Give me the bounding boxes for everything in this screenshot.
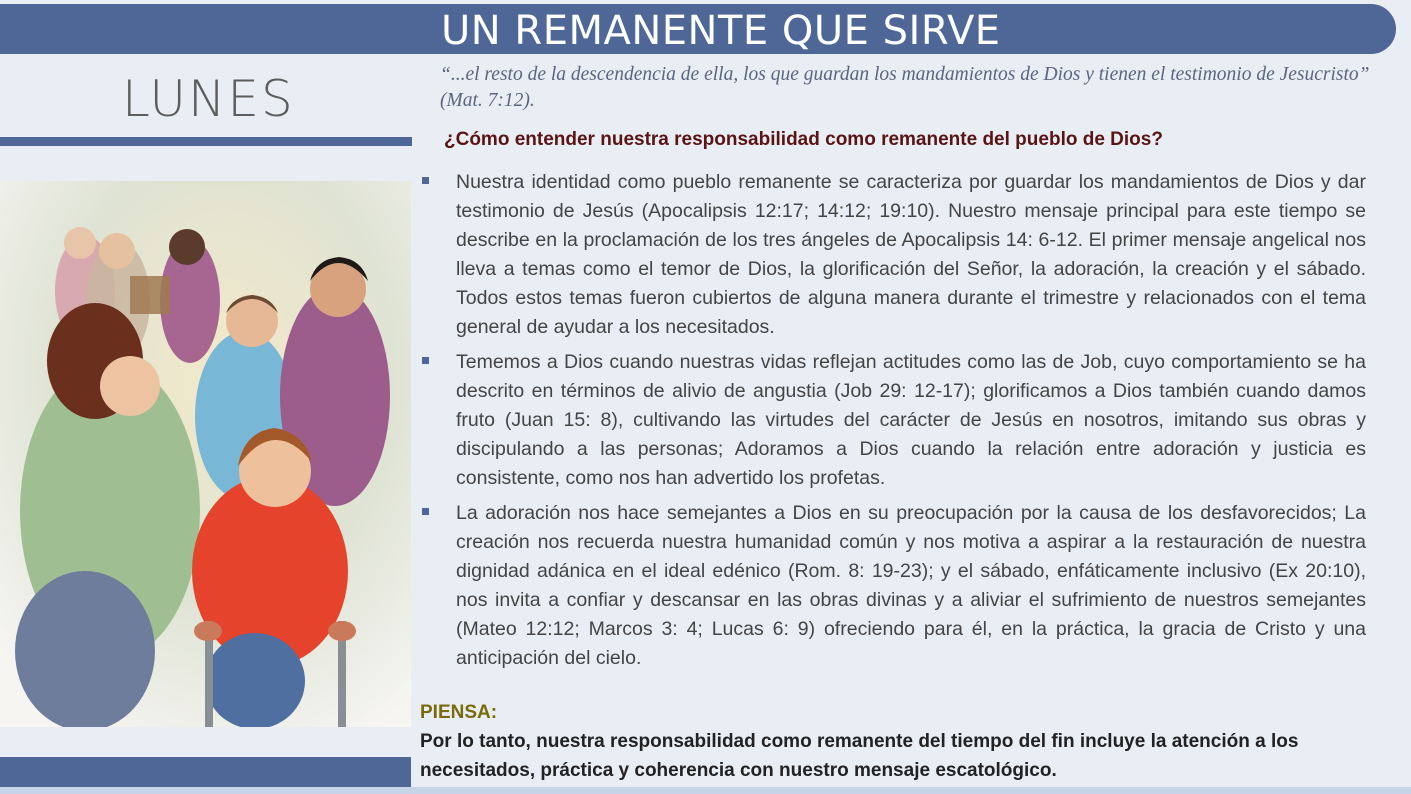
day-label: LUNES: [122, 70, 295, 128]
bullet-text: Nuestra identidad como pueblo remanente se caracteriza por guardar los mandamientos de Dios y dar testimonio de Jesús (Apocalipsis 12:17; 14:12; 19:10). Nuestro mensaje principal para este tiempo se describe en la proclamación de los tres ángeles de Apocalipsis 14: 6-12. El primer mensaje angelical nos lleva a temas como el temor de Dios, la glorificación del Señor, la adoración, la creación y el sábado. Todos estos temas fueron cubiertos de alguna manera durante el trimestre y relacionados con el tema general de ayudar a los necesitados.: [456, 171, 1366, 338]
list-item: [418, 168, 1366, 342]
bullet-text: Tememos a Dios cuando nuestras vidas reflejan actitudes como las de Job, cuyo comportamiento se ha descrito en términos de alivio de angustia (Job 29: 12-17); glorificamos a Dios también cuando damos fruto (Juan 15: 8), cultivando las virtudes del carácter de Jesús en nosotros, imitando sus obras y discipulando a las personas; Adoramos a Dios cuando la relación entre adoración y justicia es consistente, como nos han advertido los profetas.: [456, 351, 1366, 489]
square-bullet-icon: [422, 508, 429, 515]
list-item: [418, 499, 1366, 673]
think-label: PIENSA:: [420, 702, 498, 723]
think-text: Por lo tanto, nuestra responsabilidad como remanente del tiempo del fin incluye la atención a los necesitados, práctica y coherencia con nuestro mensaje escatológico.: [420, 731, 1299, 781]
family-helping-child-illustration: [0, 181, 411, 727]
bullet-list: [418, 168, 1366, 679]
lesson-question: ¿Cómo entender nuestra responsabilidad como remanente del pueblo de Dios?: [444, 129, 1163, 150]
slide-title: UN REMANENTE QUE SIRVE: [441, 8, 1001, 54]
bullet-text: La adoración nos hace semejantes a Dios en su preocupación por la causa de los desfavorecidos; La creación nos recuerda nuestra humanidad común y nos motiva a aspirar a la restauración de nuestra dignidad adánica en el ideal edénico (Rom. 8: 19-23); y el sábado, enfáticamente inclusivo (Ex 20:10), nos invita a confiar y descansar en las obras divinas y a aliviar el sufrimiento de nuestros semejantes (Mateo 12:12; Marcos 3: 4; Lucas 6: 9) ofreciendo para él, en la práctica, la gracia de Cristo y una anticipación del cielo.: [456, 502, 1366, 669]
bottom-bar: [0, 757, 411, 787]
list-item: [418, 348, 1366, 493]
square-bullet-icon: [422, 357, 429, 364]
square-bullet-icon: [422, 177, 429, 184]
bottom-strip: [0, 787, 1411, 794]
day-underline: [0, 137, 412, 146]
memory-verse: “...el resto de la descendencia de ella, los que guardan los mandamientos de Dios y tienen el testimonio de Jesucristo” (Mat. 7:12).: [440, 64, 1370, 111]
